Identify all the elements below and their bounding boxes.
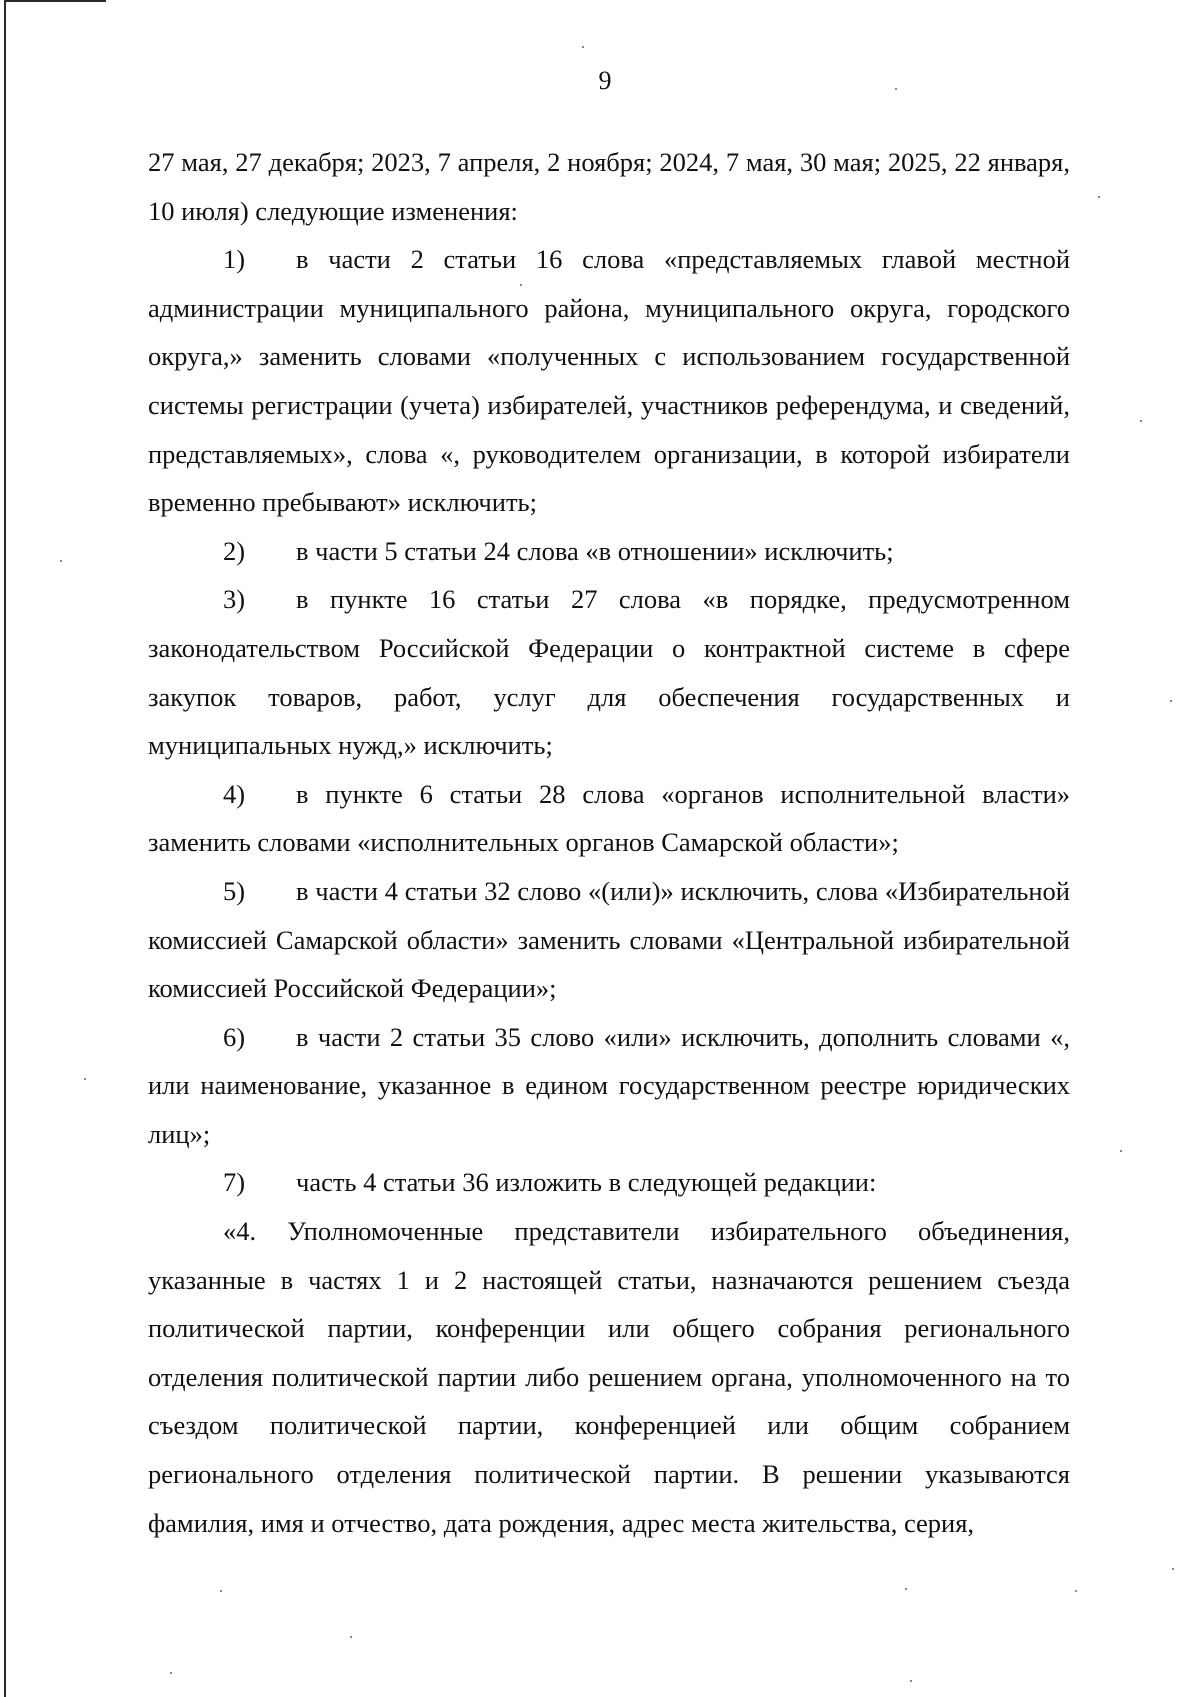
list-item-number: 7) — [223, 1167, 246, 1198]
scan-speck — [1140, 420, 1142, 422]
document-body — [148, 138, 1070, 1547]
scan-speck — [582, 46, 584, 48]
scan-speck — [1172, 1568, 1174, 1570]
quoted-amendment-paragraph: «4. Уполномоченные представители избирательного объединения, указанные в частях 1 и 2 настоящей статьи, назначаются решением съезда политической партии, конференции или общего собрания регионального отделения политической партии либо решением органа, уполномоченного на то съездом политической партии, конференцией или общим собранием регионального отделения политической партии. В решении указываются фамилия, имя и отчество, дата рождения, адрес места жительства, серия, — [148, 1216, 1070, 1538]
list-item-text: в части 4 статьи 32 слово «(или)» исключить, слова «Избирательной комиссией Самарской области» заменить словами «Центральной избирательной комиссией Российской Федерации»; — [148, 875, 1070, 1004]
list-item-number: 2) — [223, 535, 246, 566]
list-item — [148, 867, 1070, 1013]
scan-left-border — [4, 0, 6, 1697]
list-item — [148, 1158, 1070, 1207]
scan-speck — [1170, 700, 1172, 702]
list-item-text: в пункте 6 статьи 28 слова «органов исполнительной власти» заменить словами «исполнительных органов Самарской области»; — [148, 778, 1070, 858]
list-item-number: 3) — [223, 584, 246, 615]
intro-paragraph: 27 мая, 27 декабря; 2023, 7 апреля, 2 ноября; 2024, 7 мая, 30 мая; 2025, 22 января, 10 июля) следующие изменения: — [148, 147, 1070, 226]
list-item-number: 1) — [223, 244, 246, 275]
list-item-text: часть 4 статьи 36 изложить в следующей редакции: — [296, 1167, 877, 1198]
list-item-text: в части 2 статьи 35 слово «или» исключить, дополнить словами «, или наименование, указанное в едином государственном реестре юридических лиц»; — [148, 1021, 1070, 1149]
page-number: 9 — [598, 66, 612, 95]
scan-speck — [170, 1672, 172, 1674]
list-item — [148, 235, 1070, 527]
list-item — [148, 527, 1070, 576]
list-item — [148, 575, 1070, 769]
list-item-text: в части 5 статьи 24 слова «в отношении» исключить; — [296, 535, 894, 566]
scan-speck — [895, 88, 897, 90]
scan-speck — [350, 1636, 352, 1638]
scan-speck — [1075, 1590, 1077, 1592]
scan-speck — [1098, 196, 1100, 198]
list-item-number: 6) — [223, 1021, 246, 1052]
list-item — [148, 770, 1070, 867]
scan-speck — [520, 284, 522, 286]
scan-corner-mark — [6, 0, 106, 2]
scan-speck — [84, 1078, 86, 1080]
scan-speck — [905, 1588, 907, 1590]
list-item-text: в части 2 статьи 16 слова «представляемых главой местной администрации муниципального района, муниципального округа, городского округа,» заменить словами «полученных с использованием государственной системы регистрации (учета) избирателей, участников референдума, и сведений, представляемых», слова «, руководителем организации, в которой избиратели временно пребывают» исключить; — [148, 244, 1070, 518]
scan-speck — [910, 1680, 912, 1682]
list-item-text: в пункте 16 статьи 27 слова «в порядке, предусмотренном законодательством Российской Федерации о контрактной системе в сфере закупок товаров, работ, услуг для обеспечения государственных и муниципальных нужд,» исключить; — [148, 584, 1070, 761]
scan-speck — [60, 560, 62, 562]
scan-speck — [1120, 1150, 1122, 1152]
scan-speck — [220, 1590, 222, 1592]
list-item-number: 5) — [223, 875, 246, 906]
list-item — [148, 1013, 1070, 1159]
list-item-number: 4) — [223, 778, 246, 809]
